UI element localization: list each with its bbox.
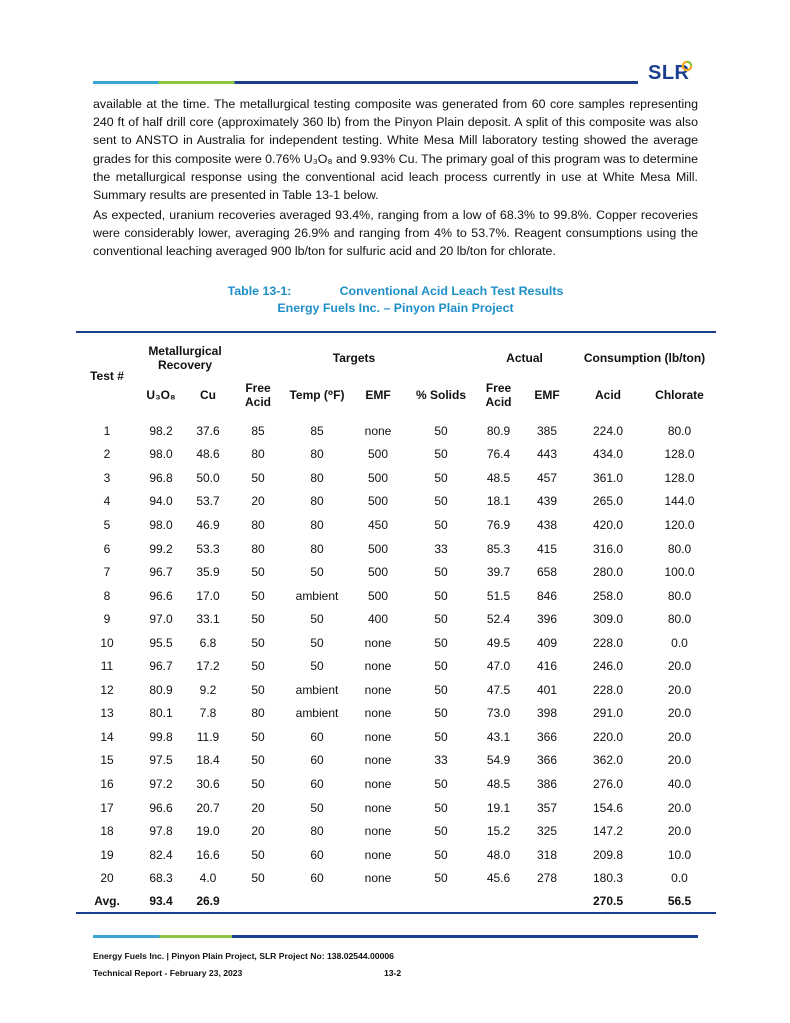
cell-solids: 50 (434, 635, 448, 650)
cell-temp: 50 (310, 659, 324, 674)
cell-solids: 50 (434, 565, 448, 580)
cell-acid: 228.0 (592, 635, 624, 650)
cell-acid: 246.0 (592, 659, 624, 674)
cell-free-acid: 20 (251, 824, 265, 839)
cell-test-number: 2 (103, 447, 111, 462)
cell-actual-free-acid: 19.1 (486, 800, 511, 815)
cell-free-acid: 50 (251, 470, 265, 485)
cell-actual-emf: 658 (536, 565, 558, 580)
footer-report-date: Technical Report - February 23, 2023 (93, 968, 243, 978)
paragraph-recoveries: As expected, uranium recoveries averaged 93.4%, ranging from a low of 68.3% to 99.8%. Copper recoveries were considerably lower, averaging 26.9% and ranging from 4% to 53.7%. Reagent consumptions using the conventional leaching averaged 900 lb/ton for sulfuric acid and 20 lb/ton for chlorate. (93, 208, 698, 259)
cell-solids: 33 (434, 541, 448, 556)
table-row (76, 749, 716, 773)
table-row (76, 490, 716, 514)
cell-u3o8: 80.1 (149, 706, 173, 721)
cell-u3o8: 98.0 (149, 517, 173, 532)
cell-test-number: 9 (103, 612, 111, 627)
table-row (76, 607, 716, 631)
cell-acid: 276.0 (592, 776, 624, 791)
cell-emf: none (364, 706, 392, 721)
cell-emf: none (364, 729, 392, 744)
cell-free-acid: 20 (251, 494, 265, 509)
paragraph-metallurgical-testing: available at the time. The metallurgical testing composite was generated from 60 core samples representing 240 ft of half drill core (approximately 360 lb) from the Pinyon Plain deposit. A split of this composite was also sent to ANSTO in Australia for independent testing. White Mesa Mill laboratory testing showed the average grades for this composite were 0.76% U₃O₈ and 9.93% Cu. The primary goal of this program was to determine the metallurgical response using the conventional acid leach process currently in use at White Mesa Mill. Summary results are presented in Table 13-1 below. (93, 97, 698, 203)
cell-cu: 11.9 (196, 729, 220, 744)
header-consumption: Consumption (lb/ton) (573, 332, 716, 377)
table-number: Table 13-1: (227, 284, 292, 298)
header-test-number: Test # (76, 332, 138, 413)
cell-cu: 17.0 (196, 588, 220, 603)
cell-actual-emf: 438 (536, 517, 558, 532)
average-row (76, 890, 716, 913)
avg-u3o8: 93.4 (138, 890, 184, 913)
cell-solids: 33 (434, 753, 448, 768)
cell-actual-emf: 439 (536, 494, 558, 509)
table-row (76, 843, 716, 867)
header-actual: Actual (476, 332, 573, 377)
footer-project-line: Energy Fuels Inc. | Pinyon Plain Project, SLR Project No: 138.02544.00006 (93, 951, 394, 961)
cell-acid: 361.0 (592, 470, 624, 485)
cell-free-acid: 50 (251, 612, 265, 627)
cell-chlorate: 20.0 (667, 706, 692, 721)
cell-cu: 19.0 (196, 824, 220, 839)
cell-emf: none (364, 776, 392, 791)
cell-emf: 500 (367, 470, 389, 485)
cell-actual-free-acid: 39.7 (486, 565, 511, 580)
table-row (76, 631, 716, 655)
cell-actual-free-acid: 52.4 (486, 612, 511, 627)
cell-chlorate: 20.0 (667, 729, 692, 744)
cell-temp: 60 (310, 729, 324, 744)
cell-actual-emf: 443 (536, 447, 558, 462)
cell-actual-free-acid: 47.5 (486, 682, 511, 697)
cell-free-acid: 50 (251, 871, 265, 886)
cell-actual-emf: 366 (536, 729, 558, 744)
avg-test-number: Avg. (76, 890, 138, 913)
header-metallurgical-recovery: Metallurgical Recovery (138, 332, 232, 377)
table-body (76, 413, 716, 913)
cell-actual-emf: 278 (536, 871, 558, 886)
cell-u3o8: 95.5 (149, 635, 173, 650)
table-subtitle: Energy Fuels Inc. – Pinyon Plain Project (277, 301, 514, 315)
cell-acid: 220.0 (592, 729, 624, 744)
cell-emf: none (364, 800, 392, 815)
cell-acid: 147.2 (592, 824, 624, 839)
cell-temp: 50 (310, 635, 324, 650)
cell-solids: 50 (434, 470, 448, 485)
cell-actual-free-acid: 51.5 (486, 588, 511, 603)
cell-actual-free-acid: 76.4 (486, 447, 511, 462)
cell-actual-emf: 401 (536, 682, 558, 697)
cell-temp: 60 (310, 871, 324, 886)
cell-temp: 60 (310, 847, 324, 862)
cell-temp: 80 (310, 447, 324, 462)
cell-u3o8: 99.2 (149, 541, 173, 556)
table-row (76, 560, 716, 584)
table-row (76, 584, 716, 608)
cell-emf: 500 (367, 588, 389, 603)
cell-chlorate: 128.0 (664, 470, 695, 485)
cell-actual-emf: 398 (536, 706, 558, 721)
cell-free-acid: 50 (251, 682, 265, 697)
cell-emf: 500 (367, 494, 389, 509)
table-row (76, 513, 716, 537)
cell-solids: 50 (434, 612, 448, 627)
cell-emf: 400 (367, 612, 389, 627)
avg-actual-free-acid (476, 890, 521, 913)
cell-test-number: 20 (100, 871, 114, 886)
cell-acid: 280.0 (592, 565, 624, 580)
cell-actual-emf: 846 (536, 588, 558, 603)
avg-cu: 26.9 (184, 890, 232, 913)
cell-cu: 46.9 (196, 517, 220, 532)
cell-actual-free-acid: 48.5 (486, 776, 511, 791)
cell-temp: ambient (295, 706, 339, 721)
cell-emf: 500 (367, 565, 389, 580)
cell-temp: 50 (310, 565, 324, 580)
cell-solids: 50 (434, 682, 448, 697)
cell-u3o8: 97.5 (149, 753, 173, 768)
cell-u3o8: 98.0 (149, 447, 173, 462)
cell-actual-emf: 409 (536, 635, 558, 650)
cell-solids: 50 (434, 588, 448, 603)
cell-free-acid: 20 (251, 800, 265, 815)
cell-test-number: 1 (103, 423, 111, 438)
avg-acid: 270.5 (573, 890, 643, 913)
cell-chlorate: 80.0 (667, 612, 692, 627)
cell-chlorate: 20.0 (667, 753, 692, 768)
cell-free-acid: 80 (251, 517, 265, 532)
cell-temp: 50 (310, 800, 324, 815)
cell-acid: 258.0 (592, 588, 624, 603)
cell-actual-emf: 457 (536, 470, 558, 485)
logo-swirl-icon (681, 60, 693, 72)
header-solids: % Solids (415, 388, 466, 402)
cell-actual-emf: 386 (536, 776, 558, 791)
cell-test-number: 4 (103, 494, 111, 509)
cell-u3o8: 98.2 (149, 423, 173, 438)
cell-chlorate: 0.0 (671, 635, 688, 650)
cell-u3o8: 80.9 (149, 682, 173, 697)
cell-test-number: 11 (100, 659, 114, 674)
avg-temp (284, 890, 350, 913)
cell-temp: ambient (295, 588, 339, 603)
table-row (76, 654, 716, 678)
cell-emf: none (364, 871, 392, 886)
cell-actual-free-acid: 48.0 (486, 847, 511, 862)
table-row (76, 866, 716, 890)
avg-free-acid (232, 890, 284, 913)
cell-free-acid: 50 (251, 565, 265, 580)
header-u3o8: U₃O₈ (146, 388, 176, 402)
header-targets: Targets (232, 332, 476, 377)
cell-actual-emf: 318 (536, 847, 558, 862)
header-rule (93, 81, 638, 84)
header-chlorate: Chlorate (655, 388, 704, 402)
header-acid: Acid (594, 388, 621, 402)
cell-u3o8: 94.0 (149, 494, 173, 509)
cell-actual-free-acid: 76.9 (486, 517, 511, 532)
cell-cu: 35.9 (196, 565, 220, 580)
cell-u3o8: 97.8 (149, 824, 173, 839)
cell-acid: 316.0 (592, 541, 624, 556)
cell-cu: 48.6 (196, 447, 220, 462)
cell-actual-emf: 396 (536, 612, 558, 627)
footer-rule (93, 935, 698, 938)
avg-solids (406, 890, 476, 913)
avg-emf (350, 890, 406, 913)
cell-u3o8: 96.7 (149, 659, 173, 674)
header-emf: EMF (365, 388, 391, 402)
cell-free-acid: 80 (251, 706, 265, 721)
cell-cu: 30.6 (196, 776, 220, 791)
cell-free-acid: 50 (251, 588, 265, 603)
cell-actual-emf: 385 (536, 423, 558, 438)
header-actual-emf: EMF (534, 388, 560, 402)
cell-actual-emf: 357 (536, 800, 558, 815)
cell-cu: 4.0 (199, 871, 217, 886)
cell-u3o8: 96.6 (149, 800, 173, 815)
cell-cu: 53.3 (196, 541, 220, 556)
cell-temp: 80 (310, 517, 324, 532)
table-row (76, 702, 716, 726)
cell-cu: 7.8 (199, 706, 217, 721)
cell-chlorate: 20.0 (667, 824, 692, 839)
cell-temp: 50 (310, 612, 324, 627)
table-row (76, 443, 716, 467)
cell-solids: 50 (434, 494, 448, 509)
cell-solids: 50 (434, 447, 448, 462)
cell-free-acid: 50 (251, 635, 265, 650)
cell-actual-free-acid: 73.0 (486, 706, 511, 721)
cell-emf: none (364, 847, 392, 862)
cell-test-number: 16 (100, 776, 114, 791)
cell-actual-free-acid: 18.1 (486, 494, 511, 509)
cell-actual-free-acid: 43.1 (486, 729, 511, 744)
table-row (76, 678, 716, 702)
cell-acid: 362.0 (592, 753, 624, 768)
cell-temp: 60 (310, 753, 324, 768)
cell-acid: 434.0 (592, 447, 624, 462)
cell-temp: ambient (295, 682, 339, 697)
cell-actual-emf: 325 (536, 824, 558, 839)
cell-solids: 50 (434, 776, 448, 791)
cell-test-number: 18 (100, 824, 114, 839)
cell-u3o8: 97.2 (149, 776, 173, 791)
table-row (76, 772, 716, 796)
cell-test-number: 19 (100, 847, 114, 862)
cell-acid: 154.6 (592, 800, 624, 815)
cell-cu: 18.4 (196, 753, 220, 768)
cell-emf: none (364, 753, 392, 768)
cell-u3o8: 97.0 (149, 612, 173, 627)
cell-cu: 20.7 (196, 800, 220, 815)
cell-emf: none (364, 423, 392, 438)
cell-chlorate: 20.0 (667, 682, 692, 697)
header-actual-free-acid: Free Acid (485, 381, 512, 409)
cell-test-number: 13 (100, 706, 114, 721)
slr-logo: SLR (648, 62, 690, 84)
cell-actual-free-acid: 49.5 (486, 635, 511, 650)
cell-actual-emf: 366 (536, 753, 558, 768)
cell-cu: 50.0 (196, 470, 220, 485)
cell-cu: 6.8 (199, 635, 217, 650)
cell-test-number: 6 (103, 541, 111, 556)
cell-chlorate: 80.0 (667, 541, 692, 556)
cell-free-acid: 85 (251, 423, 265, 438)
cell-acid: 224.0 (592, 423, 624, 438)
cell-solids: 50 (434, 824, 448, 839)
cell-emf: 500 (367, 447, 389, 462)
header-temp: Temp (⁰F) (289, 388, 345, 402)
cell-solids: 50 (434, 706, 448, 721)
cell-free-acid: 50 (251, 753, 265, 768)
cell-chlorate: 120.0 (664, 517, 695, 532)
cell-cu: 53.7 (196, 494, 220, 509)
cell-free-acid: 50 (251, 847, 265, 862)
cell-test-number: 17 (100, 800, 114, 815)
table-row (76, 537, 716, 561)
cell-emf: none (364, 659, 392, 674)
cell-temp: 85 (310, 423, 324, 438)
cell-test-number: 5 (103, 517, 111, 532)
cell-actual-emf: 415 (536, 541, 558, 556)
cell-cu: 37.6 (196, 423, 220, 438)
table-row (76, 725, 716, 749)
cell-free-acid: 80 (251, 541, 265, 556)
cell-u3o8: 68.3 (149, 871, 173, 886)
cell-emf: 450 (367, 517, 389, 532)
table-row (76, 819, 716, 843)
table-title: Conventional Acid Leach Test Results (339, 284, 564, 298)
cell-chlorate: 10.0 (667, 847, 692, 862)
cell-test-number: 14 (100, 729, 114, 744)
cell-free-acid: 80 (251, 447, 265, 462)
cell-emf: 500 (367, 541, 389, 556)
cell-emf: none (364, 635, 392, 650)
cell-u3o8: 96.6 (149, 588, 173, 603)
table-row (76, 796, 716, 820)
avg-chlorate: 56.5 (643, 890, 716, 913)
cell-test-number: 15 (100, 753, 114, 768)
cell-acid: 309.0 (592, 612, 624, 627)
cell-cu: 17.2 (196, 659, 220, 674)
cell-chlorate: 144.0 (664, 494, 695, 509)
cell-temp: 60 (310, 776, 324, 791)
cell-u3o8: 99.8 (149, 729, 173, 744)
cell-solids: 50 (434, 871, 448, 886)
cell-actual-emf: 416 (536, 659, 558, 674)
cell-cu: 9.2 (199, 682, 217, 697)
cell-chlorate: 80.0 (667, 423, 692, 438)
header-cu: Cu (200, 388, 216, 402)
cell-free-acid: 50 (251, 776, 265, 791)
cell-temp: 80 (310, 470, 324, 485)
cell-solids: 50 (434, 659, 448, 674)
cell-chlorate: 128.0 (664, 447, 695, 462)
leach-test-table (76, 331, 716, 914)
cell-free-acid: 50 (251, 729, 265, 744)
cell-test-number: 7 (103, 565, 111, 580)
cell-chlorate: 40.0 (667, 776, 692, 791)
table-row (76, 413, 716, 443)
cell-test-number: 8 (103, 588, 111, 603)
cell-solids: 50 (434, 517, 448, 532)
cell-actual-free-acid: 45.6 (486, 871, 511, 886)
cell-cu: 16.6 (196, 847, 220, 862)
cell-actual-free-acid: 54.9 (486, 753, 511, 768)
avg-actual-emf (521, 890, 573, 913)
cell-actual-free-acid: 47.0 (486, 659, 511, 674)
cell-temp: 80 (310, 541, 324, 556)
cell-actual-free-acid: 48.5 (486, 470, 511, 485)
table-caption (93, 284, 698, 298)
cell-emf: none (364, 824, 392, 839)
cell-solids: 50 (434, 423, 448, 438)
cell-solids: 50 (434, 800, 448, 815)
cell-temp: 80 (310, 824, 324, 839)
cell-chlorate: 20.0 (667, 800, 692, 815)
cell-emf: none (364, 682, 392, 697)
cell-cu: 33.1 (196, 612, 220, 627)
cell-test-number: 10 (100, 635, 114, 650)
cell-u3o8: 82.4 (149, 847, 173, 862)
cell-temp: 80 (310, 494, 324, 509)
header-free-acid: Free Acid (244, 381, 271, 409)
cell-chlorate: 20.0 (667, 659, 692, 674)
cell-acid: 180.3 (592, 871, 624, 886)
cell-solids: 50 (434, 847, 448, 862)
cell-actual-free-acid: 15.2 (486, 824, 511, 839)
cell-acid: 209.8 (592, 847, 624, 862)
cell-actual-free-acid: 85.3 (486, 541, 511, 556)
cell-actual-free-acid: 80.9 (486, 423, 511, 438)
cell-test-number: 3 (103, 470, 111, 485)
cell-acid: 291.0 (592, 706, 624, 721)
cell-free-acid: 50 (251, 659, 265, 674)
cell-solids: 50 (434, 729, 448, 744)
cell-chlorate: 80.0 (667, 588, 692, 603)
table-row (76, 466, 716, 490)
cell-u3o8: 96.8 (149, 470, 173, 485)
cell-acid: 228.0 (592, 682, 624, 697)
cell-chlorate: 0.0 (671, 871, 688, 886)
cell-test-number: 12 (100, 682, 114, 697)
cell-chlorate: 100.0 (664, 565, 695, 580)
cell-acid: 265.0 (592, 494, 624, 509)
page-number: 13-2 (384, 968, 402, 978)
cell-u3o8: 96.7 (149, 565, 173, 580)
cell-acid: 420.0 (592, 517, 624, 532)
